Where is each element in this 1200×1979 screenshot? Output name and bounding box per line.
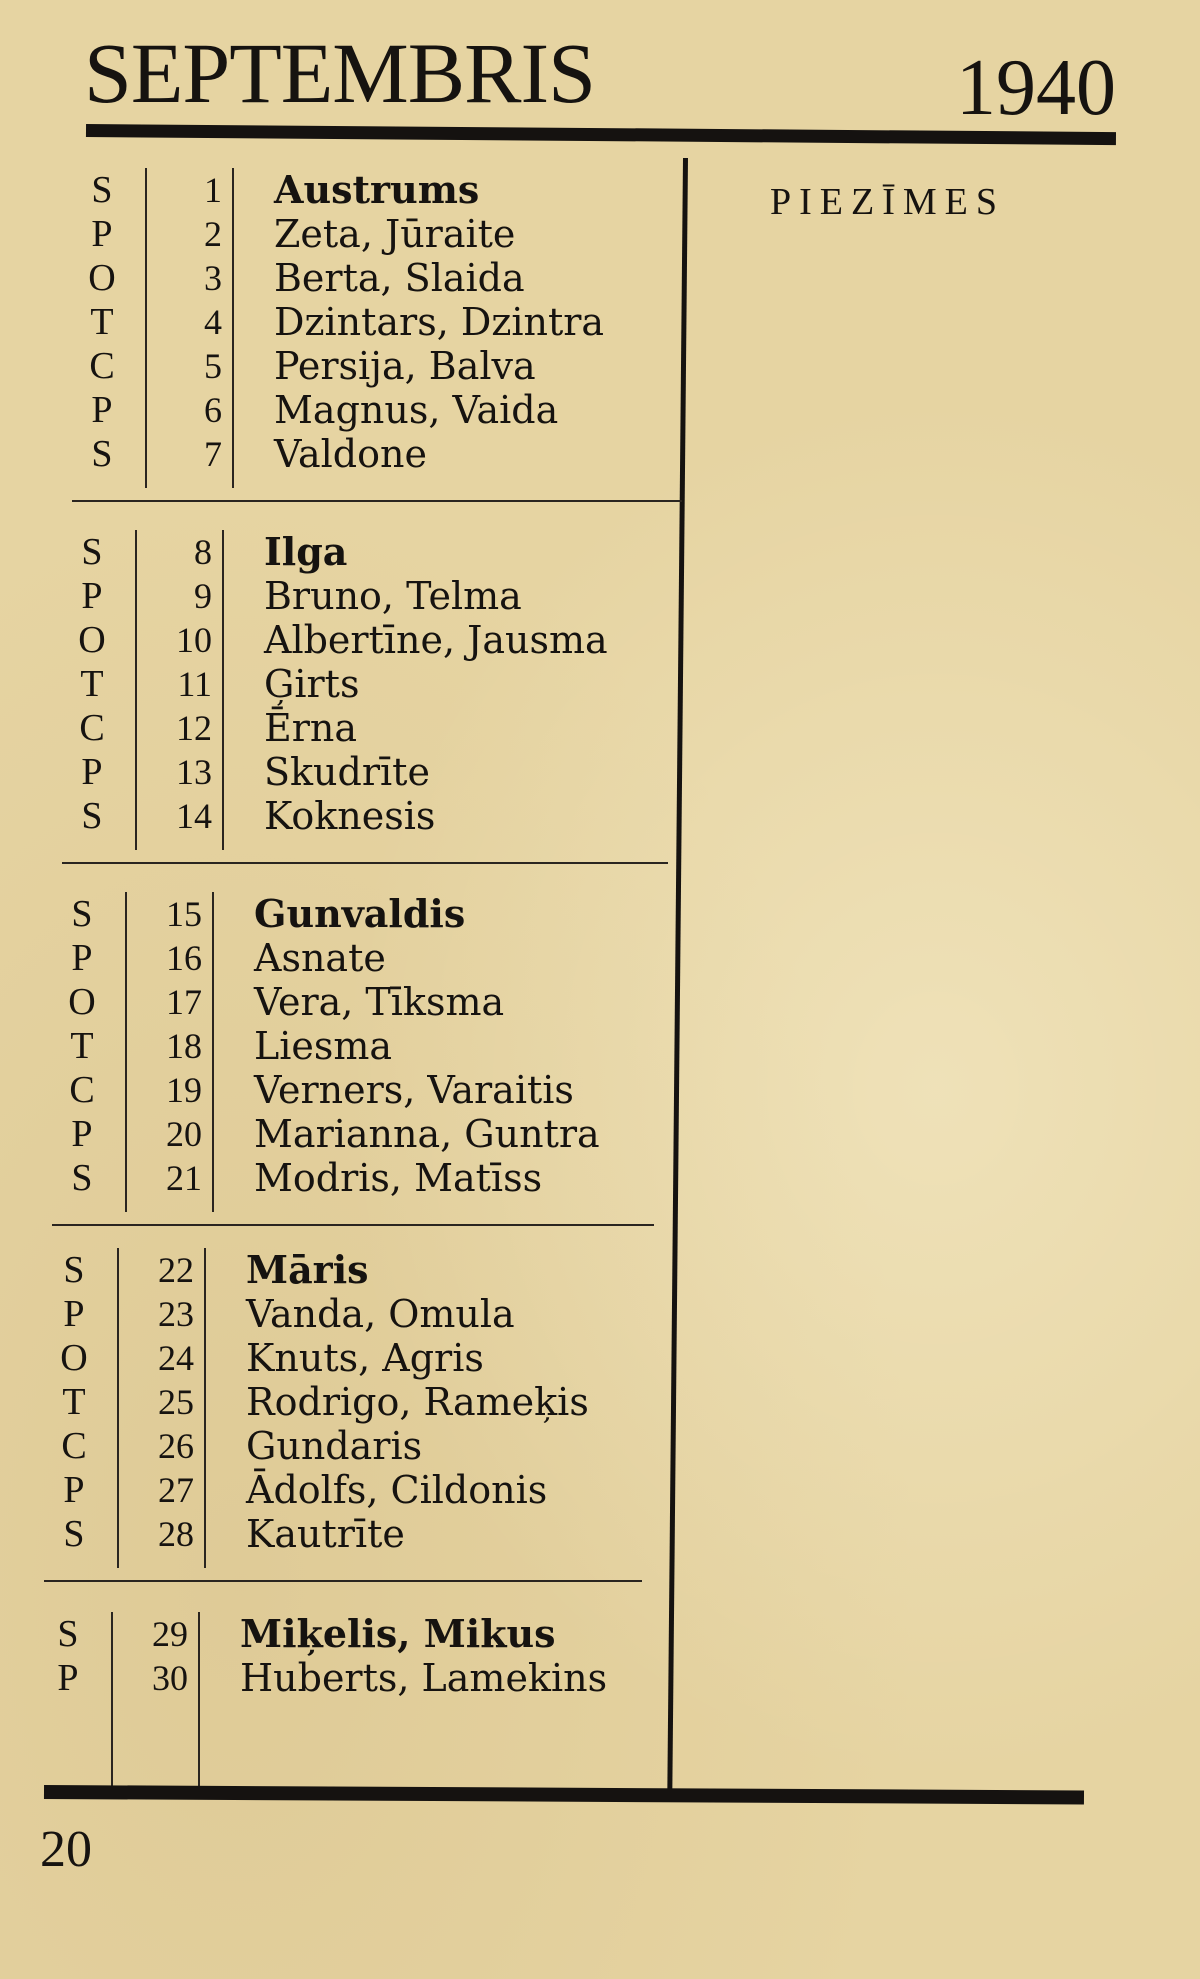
name-day: Ērna: [264, 706, 358, 750]
day-row: [82, 300, 722, 344]
day-row: [72, 750, 712, 794]
day-number: 8: [194, 532, 212, 572]
day-row: [54, 1468, 694, 1512]
weekday-letter: T: [80, 663, 104, 705]
weekday-letter: S: [71, 1157, 93, 1199]
weekday-letter: S: [63, 1249, 85, 1291]
weekday-letter: S: [81, 531, 103, 573]
day-number: 27: [158, 1470, 194, 1510]
weekday-letter: T: [90, 301, 114, 343]
weekday-letter: P: [63, 1469, 85, 1511]
weekday-letter: O: [68, 981, 96, 1023]
weekday-letter: S: [71, 893, 93, 935]
day-number: 13: [176, 752, 212, 792]
day-number: 18: [166, 1026, 202, 1066]
name-day: Valdone: [274, 432, 427, 476]
weekday-letter: C: [69, 1069, 95, 1111]
name-day: Verners, Varaitis: [254, 1068, 574, 1112]
name-day: Berta, Slaida: [274, 256, 525, 300]
weekday-letter: S: [91, 433, 113, 475]
weekday-letter: O: [78, 619, 106, 661]
day-row: [72, 794, 712, 838]
weekday-letter: P: [91, 213, 113, 255]
day-row: [62, 1112, 702, 1156]
day-number: 11: [177, 664, 212, 704]
name-day: Gundaris: [246, 1424, 423, 1468]
week-block: [54, 1248, 674, 1598]
weekday-letter: C: [89, 345, 115, 387]
day-row: [54, 1336, 694, 1380]
day-row: [54, 1424, 694, 1468]
day-number: 10: [176, 620, 212, 660]
day-row: [62, 980, 702, 1024]
day-row: [62, 1024, 702, 1068]
day-row: [72, 618, 712, 662]
weekday-letter: P: [91, 389, 113, 431]
day-number: 29: [152, 1614, 188, 1654]
weekday-letter: P: [71, 1113, 93, 1155]
weekday-letter: P: [71, 937, 93, 979]
weekday-letter: C: [61, 1425, 87, 1467]
weekday-letter: S: [81, 795, 103, 837]
day-number: 4: [204, 302, 222, 342]
name-day: Huberts, Lamekins: [240, 1656, 608, 1700]
name-day: Bruno, Telma: [264, 574, 522, 618]
day-row: [82, 344, 722, 388]
day-row: [54, 1248, 694, 1292]
day-number: 23: [158, 1294, 194, 1334]
day-number: 25: [158, 1382, 194, 1422]
day-row: [54, 1512, 694, 1556]
week-block: [62, 892, 682, 1242]
name-day: Marianna, Guntra: [254, 1112, 600, 1156]
day-number: 12: [176, 708, 212, 748]
day-number: 6: [204, 390, 222, 430]
day-row: [82, 256, 722, 300]
notes-heading: PIEZĪMES: [770, 181, 1005, 223]
day-number: 7: [204, 434, 222, 474]
day-row: [72, 706, 712, 750]
year-label: 1940: [956, 44, 1116, 132]
name-day: Ādolfs, Cildonis: [246, 1468, 548, 1512]
name-day: Vanda, Omula: [246, 1292, 515, 1336]
weekday-letter: O: [88, 257, 116, 299]
day-number: 24: [158, 1338, 194, 1378]
weekday-letter: T: [70, 1025, 94, 1067]
day-number: 16: [166, 938, 202, 978]
name-day: Kautrīte: [246, 1512, 405, 1556]
day-row: [72, 574, 712, 618]
name-day: Albertīne, Jausma: [264, 618, 608, 662]
week-divider: [72, 500, 682, 502]
week-block: [72, 530, 692, 880]
weekday-letter: S: [91, 169, 113, 211]
name-day: Knuts, Agris: [246, 1336, 484, 1380]
day-row: [62, 936, 702, 980]
day-number: 5: [204, 346, 222, 386]
day-row: [62, 892, 702, 936]
day-number: 28: [158, 1514, 194, 1554]
day-row: [82, 212, 722, 256]
day-number: 9: [194, 576, 212, 616]
name-day: Modris, Matīss: [254, 1156, 543, 1200]
name-day: Vera, Tīksma: [254, 980, 505, 1024]
name-day: Dzintars, Dzintra: [274, 300, 605, 344]
day-number: 22: [158, 1250, 194, 1290]
name-day: Austrums: [274, 167, 480, 212]
day-row: [48, 1612, 688, 1656]
day-row: [72, 662, 712, 706]
day-number: 26: [158, 1426, 194, 1466]
day-row: [48, 1656, 688, 1700]
name-day: Asnate: [254, 936, 386, 980]
day-row: [82, 388, 722, 432]
day-number: 3: [204, 258, 222, 298]
day-number: 2: [204, 214, 222, 254]
week-block: [82, 168, 702, 518]
day-number: 30: [152, 1658, 188, 1698]
week-divider: [62, 862, 668, 864]
day-number: 20: [166, 1114, 202, 1154]
name-day: Magnus, Vaida: [274, 388, 559, 432]
name-day: Ilga: [264, 529, 348, 574]
name-day: Koknesis: [264, 794, 436, 838]
weekday-letter: O: [60, 1337, 88, 1379]
month-title: SEPTEMBRIS: [84, 25, 595, 121]
name-day: Persija, Balva: [274, 344, 536, 388]
day-row: [62, 1156, 702, 1200]
day-number: 21: [166, 1158, 202, 1198]
day-number: 17: [166, 982, 202, 1022]
weekday-letter: P: [63, 1293, 85, 1335]
weekday-letter: T: [62, 1381, 86, 1423]
page-number: 20: [40, 1821, 92, 1878]
name-day: Liesma: [254, 1024, 393, 1068]
weekday-letter: P: [81, 751, 103, 793]
day-number: 15: [166, 894, 202, 934]
day-row: [62, 1068, 702, 1112]
name-day: Rodrigo, Rameķis: [246, 1380, 589, 1424]
name-day: Gunvaldis: [254, 891, 466, 936]
week-divider: [44, 1580, 642, 1582]
day-row: [54, 1292, 694, 1336]
day-row: [54, 1380, 694, 1424]
name-day: Māris: [246, 1247, 369, 1292]
name-day: Ģirts: [264, 662, 360, 706]
name-day: Zeta, Jūraite: [274, 212, 516, 256]
day-number: 14: [176, 796, 212, 836]
day-number: 1: [204, 170, 222, 210]
weekday-letter: S: [57, 1613, 79, 1655]
day-row: [82, 432, 722, 476]
day-number: 19: [166, 1070, 202, 1110]
weekday-letter: P: [81, 575, 103, 617]
day-row: [82, 168, 722, 212]
weekday-letter: S: [63, 1513, 85, 1555]
weekday-letter: C: [79, 707, 105, 749]
name-day: Skudrīte: [264, 750, 430, 794]
week-divider: [52, 1224, 654, 1226]
day-row: [72, 530, 712, 574]
name-day: Miķelis, Mikus: [240, 1611, 556, 1656]
weekday-letter: P: [57, 1657, 79, 1699]
